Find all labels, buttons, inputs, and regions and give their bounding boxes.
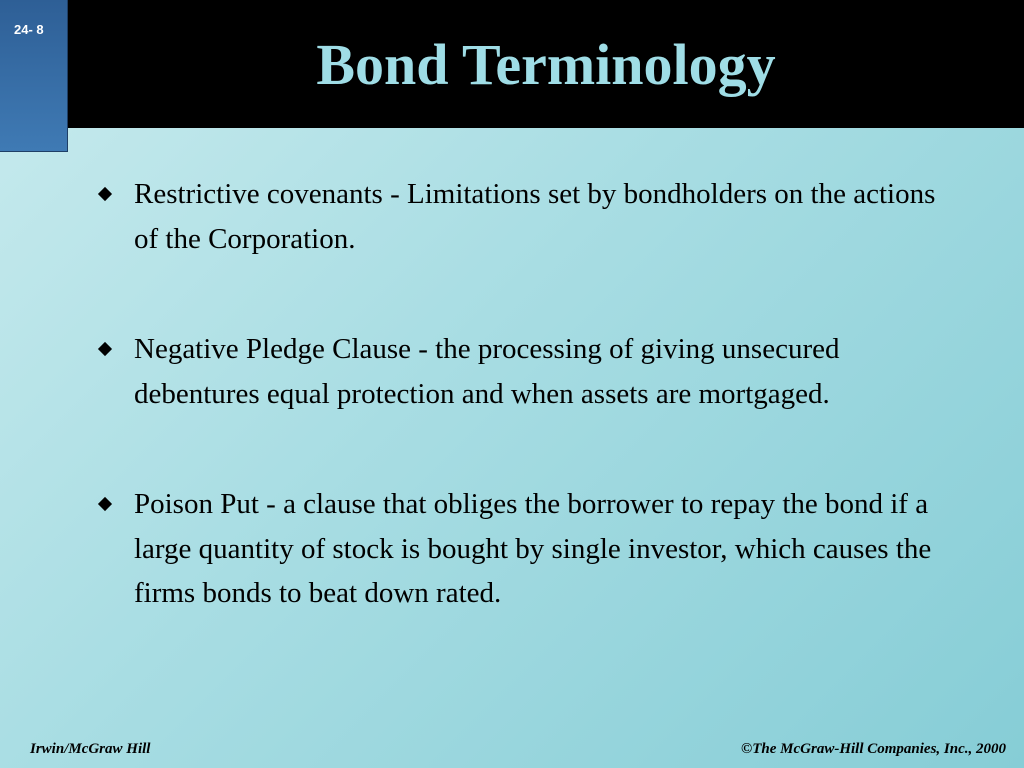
footer-copyright: ©The McGraw-Hill Companies, Inc., 2000 (741, 741, 1006, 757)
slide-number: 24- 8 (14, 22, 44, 37)
diamond-bullet-icon (98, 187, 112, 201)
slide-title: Bond Terminology (316, 32, 776, 97)
slide-number-box (0, 0, 68, 152)
bullet-list (100, 172, 960, 616)
bullet-text: Negative Pledge Clause - the processing of giving unsecured debentures equal protection and when assets are mortgaged. (134, 333, 840, 410)
footer-publisher: Irwin/McGraw Hill (30, 741, 151, 757)
bullet-item-restrictive-covenants (100, 172, 960, 261)
diamond-bullet-icon (98, 497, 112, 511)
diamond-bullet-icon (98, 342, 112, 356)
bullet-text: Restrictive covenants - Limitations set by bondholders on the actions of the Corporation. (134, 178, 936, 255)
bullet-text: Poison Put - a clause that obliges the borrower to repay the bond if a large quantity of stock is bought by single investor, which causes the firms bonds to beat down rated. (134, 488, 932, 609)
bullet-item-negative-pledge-clause (100, 327, 960, 416)
bullet-item-poison-put (100, 482, 960, 616)
